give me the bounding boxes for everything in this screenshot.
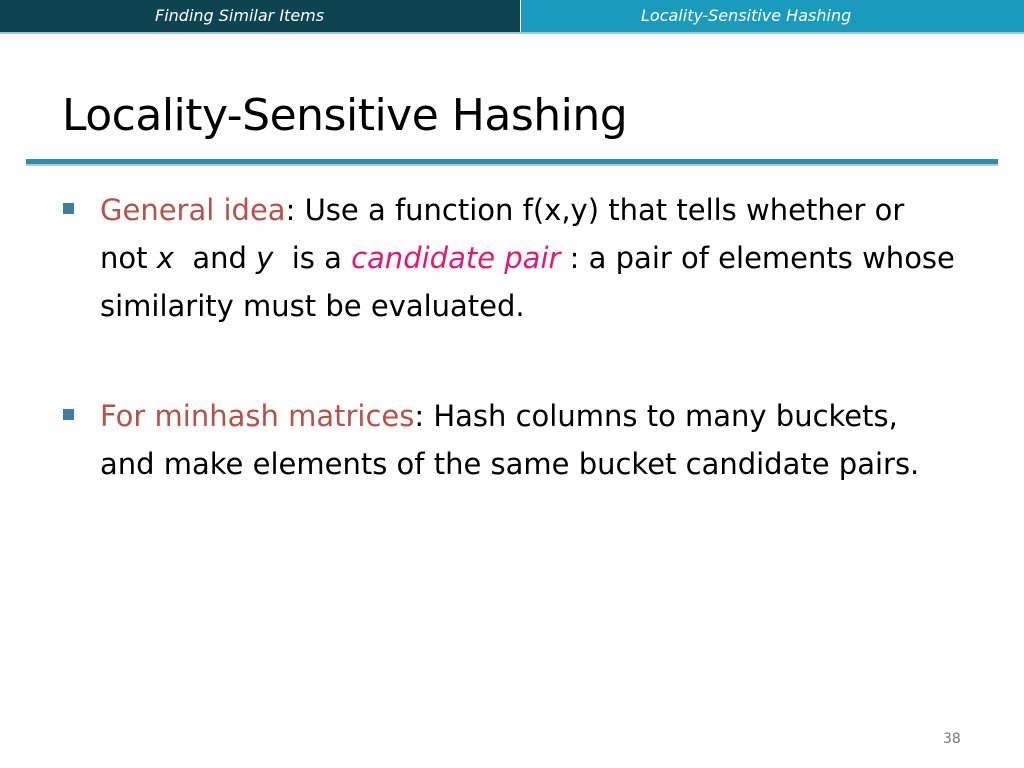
square-bullet-icon: [63, 203, 74, 214]
title-rule: [26, 159, 998, 166]
bullet-list: [60, 186, 960, 488]
highlight-candidate-pair: candidate pair: [351, 241, 561, 275]
bullet-item-minhash: [60, 392, 960, 488]
bullet-item-general-idea: [60, 186, 960, 330]
header-underline: [0, 32, 1024, 34]
page-number: 38: [943, 731, 961, 747]
bullet-text: : a pair of elements whose similarity must be evaluated.: [100, 241, 955, 323]
var-y: y: [256, 241, 274, 275]
var-x: x: [156, 241, 174, 275]
slide-title: Locality-Sensitive Hashing: [62, 90, 628, 141]
bullet-term: General idea: [100, 193, 286, 227]
bullet-text: : Hash columns to many buckets, and make elements of the same bucket candidate pairs.: [100, 399, 920, 481]
square-bullet-icon: [63, 409, 74, 420]
header-right-label: Locality-Sensitive Hashing: [641, 6, 852, 25]
header-left-label: Finding Similar Items: [155, 6, 325, 25]
bullet-term: For minhash matrices: [100, 399, 415, 433]
bullet-text: is a: [273, 241, 352, 275]
header-bar: [0, 0, 1024, 33]
header-section-right: [521, 0, 1024, 32]
bullet-text: and: [173, 241, 257, 275]
header-section-left: [0, 0, 520, 32]
bullet-text: : Use a function f(x,y) that tells whether or not: [100, 193, 905, 275]
